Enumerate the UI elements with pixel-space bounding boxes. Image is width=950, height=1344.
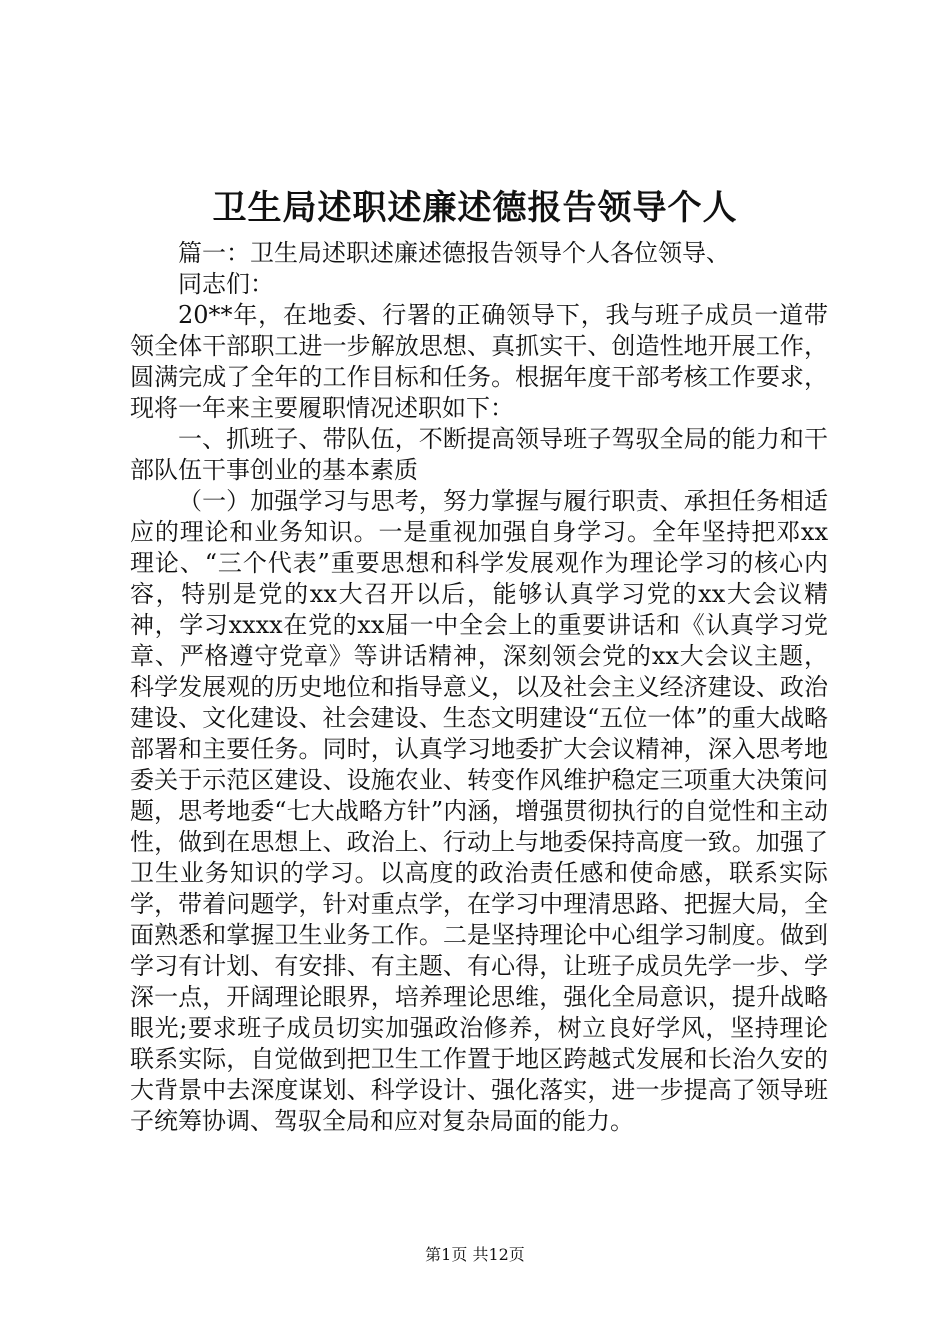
body-paragraph: （一）加强学习与思考，努力掌握与履行职责、承担任务相适应的理论和业务知识。一是重视加强自身学习。全年坚持把邓xx理论、“三个代表”重要思想和科学发展观作为理论学习的核心内容，特别是党的xx大召开以后，能够认真学习党的xx大会议精神，学习xxxx在党的xx届一中全会上的重要讲话和《认真学习党章、严格遵守党章》等讲话精神，深刻领会党的xx大会议主题，科学发展观的历史地位和指导意义，以及社会主义经济建设、政治建设、文化建设、社会建设、生态文明建设“五位一体”的重大战略部署和主要任务。同时，认真学习地委扩大会议精神，深入思考地委关于示范区建设、设施农业、转变作风维护稳定三项重大决策问题，思考地委“七大战略方针”内涵，增强贯彻执行的自觉性和主动性，做到在思想上、政治上、行动上与地委保持高度一致。加强了卫生业务知识的学习。以高度的政治责任感和使命感，联系实际学，带着问题学，针对重点学，在学习中理清思路、把握大局，全面熟悉和掌握卫生业务工作。二是坚持理论中心组学习制度。做到学习有计划、有安排、有主题、有心得，让班子成员先学一步、学深一点，开阔理论眼界，培养理论思维，强化全局意识，提升战略眼光;要求班子成员切实加强政治修养，树立良好学风，坚持理论联系实际，自觉做到把卫生工作置于地区跨越式发展和长治久安的大背景中去深度谋划、科学设计、强化落实，进一步提高了领导班子统筹协调、驾驭全局和应对复杂局面的能力。 [130, 487, 828, 1135]
section-heading-line: 篇一：卫生局述职述廉述德报告领导个人各位领导、 [178, 239, 730, 267]
section-one-heading: 一、抓班子、带队伍，不断提高领导班子驾驭全局的能力和干部队伍干事创业的基本素质 [130, 425, 828, 484]
salutation: 同志们： [178, 270, 274, 298]
page-number-footer: 第1页 共12页 [425, 1245, 525, 1264]
document-body [130, 238, 828, 1137]
document-title: 卫生局述职述廉述德报告领导个人 [212, 188, 738, 228]
intro-paragraph: 20**年，在地委、行署的正确领导下，我与班子成员一道带领全体干部职工进一步解放思想、真抓实干、创造性地开展工作，圆满完成了全年的工作目标和任务。根据年度干部考核工作要求，现将一年来主要履职情况述职如下： [130, 301, 828, 422]
